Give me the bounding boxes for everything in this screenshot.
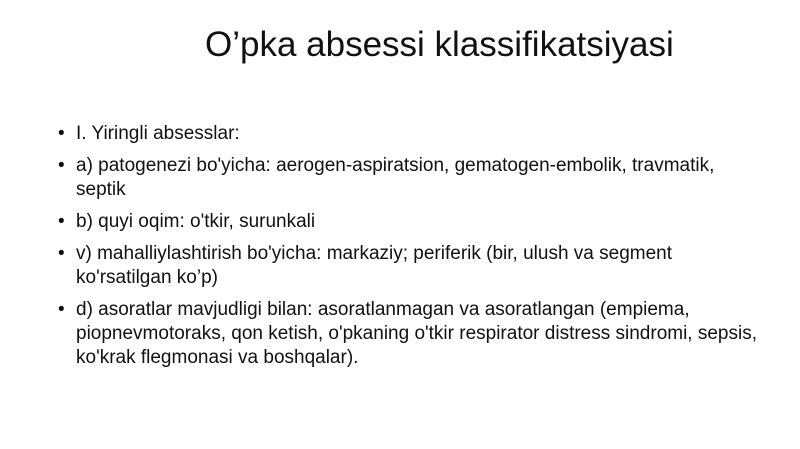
list-item [57,154,757,202]
list-item-text: a) patogenezi bo'yicha: aerogen-aspiratsion, gematogen-embolik, travmatik, septik [76,155,715,200]
list-item [57,242,757,290]
slide-title: O’pka absessi klassifikatsiyasi [205,25,674,64]
bullet-list [57,122,757,378]
list-item [57,298,757,370]
list-item-text: d) asoratlar mavjudligi bilan: asoratlanmagan va asoratlangan (empiema, piopnevmotoraks, qon ketish, o'pkaning o'tkir respirator distress sindromi, sepsis, ko'krak flegmonasi va boshqalar). [76,299,758,368]
list-item [57,122,757,146]
list-item-text: I. Yiringli absesslar: [76,123,240,144]
list-item-text: v) mahalliylashtirish bo'yicha: markaziy; periferik (bir, ulush va segment ko'rsatilgan ko’p) [76,243,673,288]
bullet-icon: • [58,211,65,232]
bullet-icon: • [58,243,65,264]
list-item-text: b) quyi oqim: o'tkir, surunkali [76,211,316,232]
list-item [57,210,757,234]
bullet-icon: • [58,155,65,176]
bullet-icon: • [58,123,65,144]
bullet-icon: • [58,299,65,320]
